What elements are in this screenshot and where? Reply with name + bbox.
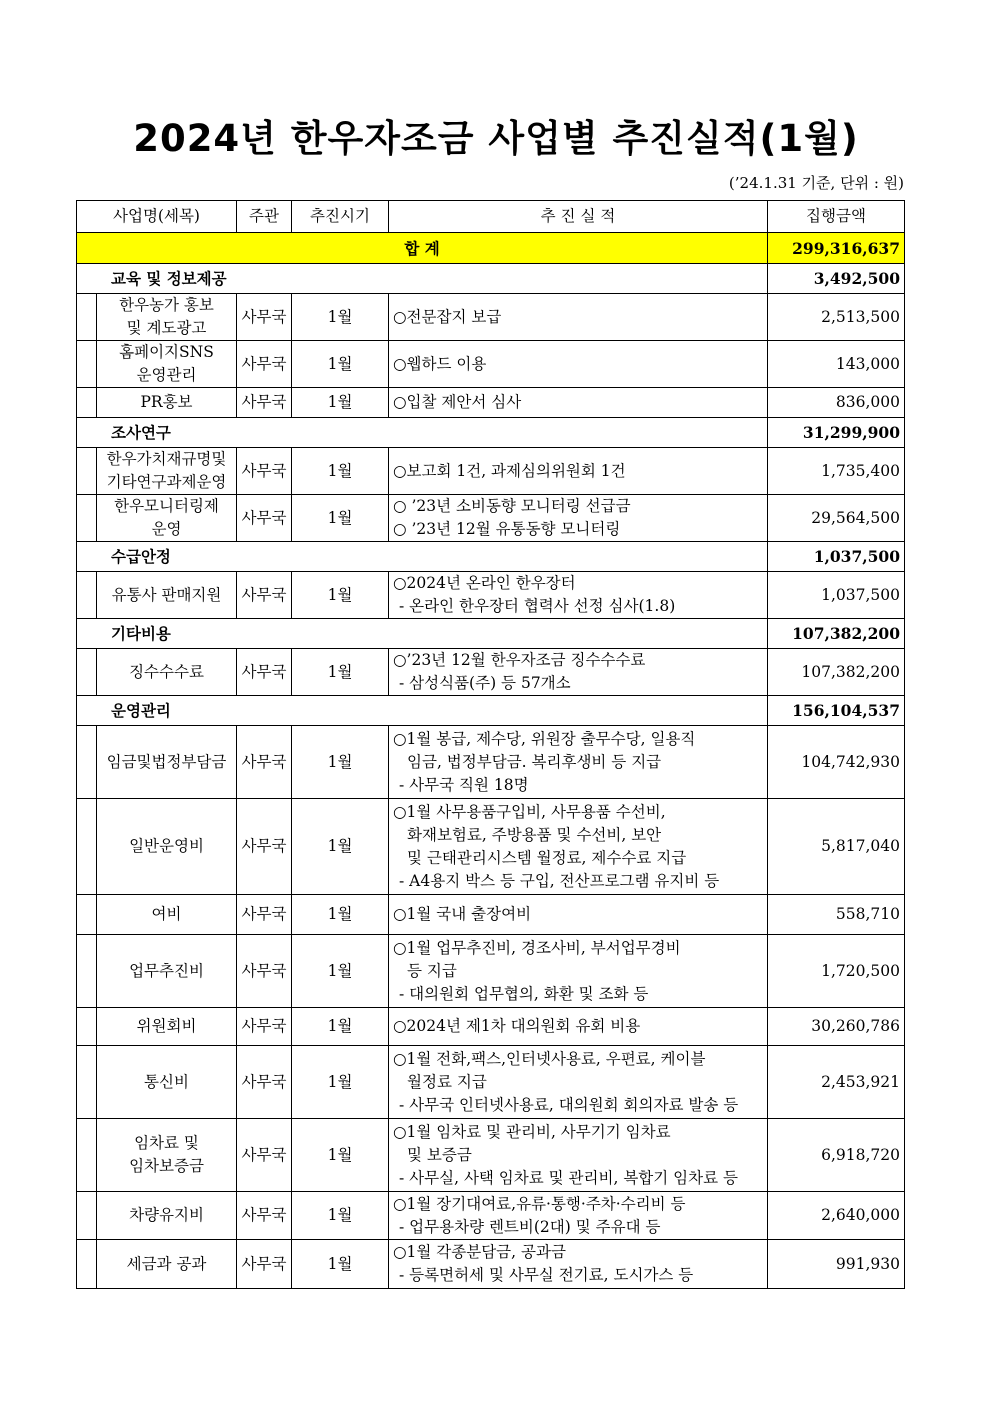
header-amount: 집행금액 [768, 201, 905, 233]
item-name-line: 징수수수료 [129, 662, 204, 681]
result-line: ○’23년 12월 한우자조금 징수수수료 [393, 651, 646, 669]
item-name [97, 1192, 237, 1240]
indent-cell [77, 495, 97, 542]
item-name-line: 임금및법정부담금 [106, 752, 227, 771]
category-row [77, 264, 905, 294]
item-result [389, 572, 768, 619]
result-line: ○1월 각종분담금, 공과금 [393, 1243, 566, 1261]
result-line: ○웹하드 이용 [393, 354, 487, 373]
item-name [97, 341, 237, 388]
item-period: 1월 [292, 495, 389, 542]
result-line: ○전문잡지 보급 [393, 307, 502, 326]
indent-cell [77, 448, 97, 495]
item-name-line: 홈페이지SNS [119, 343, 214, 361]
item-name [97, 935, 237, 1008]
item-result [389, 294, 768, 341]
category-name: 운영관리 [77, 696, 768, 726]
item-name [97, 448, 237, 495]
category-row [77, 542, 905, 572]
category-name: 기타비용 [77, 619, 768, 649]
item-name-line: 임차료 및 [134, 1134, 199, 1152]
item-name-line: 차량유지비 [129, 1206, 204, 1224]
item-name-line: 위원회비 [136, 1017, 197, 1035]
result-line: - 사무국 인터넷사용료, 대의원회 회의자료 발송 등 [399, 1095, 739, 1114]
item-name-line: 운영관리 [136, 366, 197, 384]
basis-note: (’24.1.31 기준, 단위 : 원) [728, 174, 904, 192]
item-org: 사무국 [237, 448, 292, 495]
result-line: - A4용지 박스 등 구입, 전산프로그램 유지비 등 [399, 871, 720, 890]
item-amount: 6,918,720 [768, 1119, 905, 1192]
result-line: ○2024년 온라인 한우장터 [393, 574, 576, 592]
item-result [389, 1119, 768, 1192]
item-name [97, 572, 237, 619]
category-amount: 107,382,200 [768, 619, 905, 649]
item-amount: 1,037,500 [768, 572, 905, 619]
item-amount: 2,513,500 [768, 294, 905, 341]
item-name-line: 운영 [151, 520, 182, 538]
result-line: ○ ’23년 12월 유통동향 모니터링 [393, 520, 621, 538]
item-name-line: 한우가치재규명및 [106, 450, 227, 468]
item-period: 1월 [292, 649, 389, 696]
item-amount: 558,710 [768, 895, 905, 935]
result-line: ○보고회 1건, 과제심의위원회 1건 [393, 461, 626, 480]
category-name: 수급안정 [77, 542, 768, 572]
page-title: 2024년 한우자조금 사업별 추진실적(1월) [133, 117, 859, 160]
item-period: 1월 [292, 1046, 389, 1119]
item-name-line: 기타연구과제운영 [106, 473, 227, 491]
result-line: - 업무용차량 렌트비(2대) 및 주유대 등 [399, 1217, 661, 1236]
item-result [389, 388, 768, 418]
result-line: - 온라인 한우장터 협력사 선정 심사(1.8) [399, 597, 676, 615]
indent-cell [77, 388, 97, 418]
item-amount: 29,564,500 [768, 495, 905, 542]
item-period: 1월 [292, 448, 389, 495]
category-row [77, 619, 905, 649]
indent-cell [77, 1046, 97, 1119]
header-org: 주관 [237, 201, 292, 233]
item-name-line: 세금과 공과 [126, 1254, 207, 1273]
item-name-line: 여비 [151, 905, 182, 923]
item-row [77, 649, 905, 696]
result-line: 및 보증금 [407, 1145, 472, 1164]
item-name [97, 388, 237, 418]
item-row [77, 448, 905, 495]
result-line: - 삼성식품(주) 등 57개소 [399, 674, 571, 692]
result-line: ○2024년 제1차 대의원회 유회 비용 [393, 1017, 641, 1035]
item-org: 사무국 [237, 388, 292, 418]
result-line: ○1월 사무용품구입비, 사무용품 수선비, [393, 802, 666, 821]
item-row [77, 1192, 905, 1240]
item-name-line: 한우모니터링제 [114, 497, 219, 515]
item-name-line: 한우농가 홍보 [119, 296, 214, 314]
item-amount: 104,742,930 [768, 726, 905, 799]
category-amount: 156,104,537 [768, 696, 905, 726]
item-result [389, 341, 768, 388]
item-amount: 143,000 [768, 341, 905, 388]
result-line: - 대의원회 업무협의, 화환 및 조화 등 [399, 984, 649, 1003]
category-name: 교육 및 정보제공 [77, 264, 768, 294]
indent-cell [77, 895, 97, 935]
item-name [97, 1240, 237, 1289]
item-row [77, 935, 905, 1008]
item-org: 사무국 [237, 1119, 292, 1192]
result-line: ○1월 임차료 및 관리비, 사무기기 임차료 [393, 1122, 671, 1141]
item-amount: 991,930 [768, 1240, 905, 1289]
header-period: 추진시기 [292, 201, 389, 233]
indent-cell [77, 935, 97, 1008]
indent-cell [77, 1240, 97, 1289]
indent-cell [77, 726, 97, 799]
item-result [389, 649, 768, 696]
header-result: 추 진 실 적 [389, 201, 768, 233]
result-line: ○1월 국내 출장여비 [393, 905, 532, 923]
indent-cell [77, 1119, 97, 1192]
indent-cell [77, 649, 97, 696]
item-result [389, 448, 768, 495]
item-row [77, 294, 905, 341]
result-line: 월정료 지급 [407, 1072, 487, 1091]
item-row [77, 388, 905, 418]
result-line: ○1월 업무추진비, 경조사비, 부서업무경비 [393, 938, 681, 957]
item-row [77, 799, 905, 895]
item-row [77, 895, 905, 935]
header-name: 사업명(세목) [77, 201, 237, 233]
result-line: ○1월 장기대여료,유류·통행·주차·수리비 등 [393, 1194, 686, 1213]
item-org: 사무국 [237, 1192, 292, 1240]
item-row [77, 726, 905, 799]
item-name-line: 업무추진비 [129, 961, 204, 980]
item-result [389, 935, 768, 1008]
item-period: 1월 [292, 294, 389, 341]
item-row [77, 572, 905, 619]
item-row [77, 495, 905, 542]
item-amount: 107,382,200 [768, 649, 905, 696]
item-amount: 1,720,500 [768, 935, 905, 1008]
item-org: 사무국 [237, 294, 292, 341]
item-result [389, 1046, 768, 1119]
item-name [97, 294, 237, 341]
indent-cell [77, 799, 97, 895]
header-row [77, 201, 905, 233]
indent-cell [77, 1008, 97, 1046]
total-label: 합 계 [77, 233, 768, 264]
item-amount: 2,453,921 [768, 1046, 905, 1119]
result-line: 및 근태관리시스템 월정료, 제수수료 지급 [407, 848, 687, 867]
item-period: 1월 [292, 1240, 389, 1289]
item-period: 1월 [292, 1119, 389, 1192]
item-period: 1월 [292, 388, 389, 418]
item-org: 사무국 [237, 895, 292, 935]
item-org: 사무국 [237, 649, 292, 696]
result-line: - 사무국 직원 18명 [399, 775, 529, 794]
indent-cell [77, 572, 97, 619]
item-name [97, 649, 237, 696]
item-org: 사무국 [237, 1240, 292, 1289]
item-org: 사무국 [237, 1008, 292, 1046]
item-name [97, 495, 237, 542]
item-name [97, 895, 237, 935]
item-period: 1월 [292, 1192, 389, 1240]
item-period: 1월 [292, 572, 389, 619]
category-row [77, 696, 905, 726]
item-result [389, 799, 768, 895]
item-amount: 5,817,040 [768, 799, 905, 895]
result-line: ○ ’23년 소비동향 모니터링 선급금 [393, 497, 631, 515]
category-amount: 1,037,500 [768, 542, 905, 572]
item-name-line: 및 계도광고 [126, 319, 207, 337]
result-line: 등 지급 [407, 961, 457, 980]
item-result [389, 1008, 768, 1046]
item-name-line: 유통사 판매지원 [111, 585, 222, 604]
item-row [77, 1240, 905, 1289]
item-period: 1월 [292, 799, 389, 895]
result-line: ○1월 전화,팩스,인터넷사용료, 우편료, 케이블 [393, 1049, 706, 1068]
result-line: - 사무실, 사택 임차료 및 관리비, 복합기 임차료 등 [399, 1168, 738, 1187]
item-name [97, 1119, 237, 1192]
item-name [97, 726, 237, 799]
category-amount: 3,492,500 [768, 264, 905, 294]
item-name-line: 일반운영비 [129, 837, 204, 855]
item-result [389, 495, 768, 542]
item-period: 1월 [292, 1008, 389, 1046]
item-amount: 2,640,000 [768, 1192, 905, 1240]
item-amount: 836,000 [768, 388, 905, 418]
item-result [389, 1240, 768, 1289]
item-result [389, 895, 768, 935]
item-org: 사무국 [237, 341, 292, 388]
item-row [77, 1008, 905, 1046]
item-row [77, 341, 905, 388]
category-row [77, 418, 905, 448]
item-period: 1월 [292, 935, 389, 1008]
result-line: 임금, 법정부담금. 복리후생비 등 지급 [407, 752, 662, 771]
item-row [77, 1046, 905, 1119]
item-name-line: 임차보증금 [129, 1157, 204, 1175]
category-amount: 31,299,900 [768, 418, 905, 448]
result-line: ○1월 봉급, 제수당, 위원장 출무수당, 일용직 [393, 729, 696, 748]
item-row [77, 1119, 905, 1192]
item-period: 1월 [292, 341, 389, 388]
category-name: 조사연구 [77, 418, 768, 448]
performance-table [76, 200, 905, 1289]
item-result [389, 726, 768, 799]
item-org: 사무국 [237, 935, 292, 1008]
item-name-line: 통신비 [144, 1072, 189, 1091]
result-line: ○입찰 제안서 심사 [393, 393, 522, 411]
total-row [77, 233, 905, 264]
indent-cell [77, 1192, 97, 1240]
total-amount: 299,316,637 [768, 233, 905, 264]
item-amount: 30,260,786 [768, 1008, 905, 1046]
indent-cell [77, 294, 97, 341]
item-org: 사무국 [237, 495, 292, 542]
item-name [97, 1008, 237, 1046]
item-name [97, 799, 237, 895]
item-name-line: PR홍보 [140, 393, 193, 411]
item-name [97, 1046, 237, 1119]
indent-cell [77, 341, 97, 388]
item-amount: 1,735,400 [768, 448, 905, 495]
result-line: - 등록면허세 및 사무실 전기료, 도시가스 등 [399, 1266, 694, 1284]
item-org: 사무국 [237, 799, 292, 895]
item-period: 1월 [292, 895, 389, 935]
item-result [389, 1192, 768, 1240]
item-period: 1월 [292, 726, 389, 799]
item-org: 사무국 [237, 572, 292, 619]
item-org: 사무국 [237, 1046, 292, 1119]
item-org: 사무국 [237, 726, 292, 799]
result-line: 화재보험료, 주방용품 및 수선비, 보안 [407, 825, 662, 844]
